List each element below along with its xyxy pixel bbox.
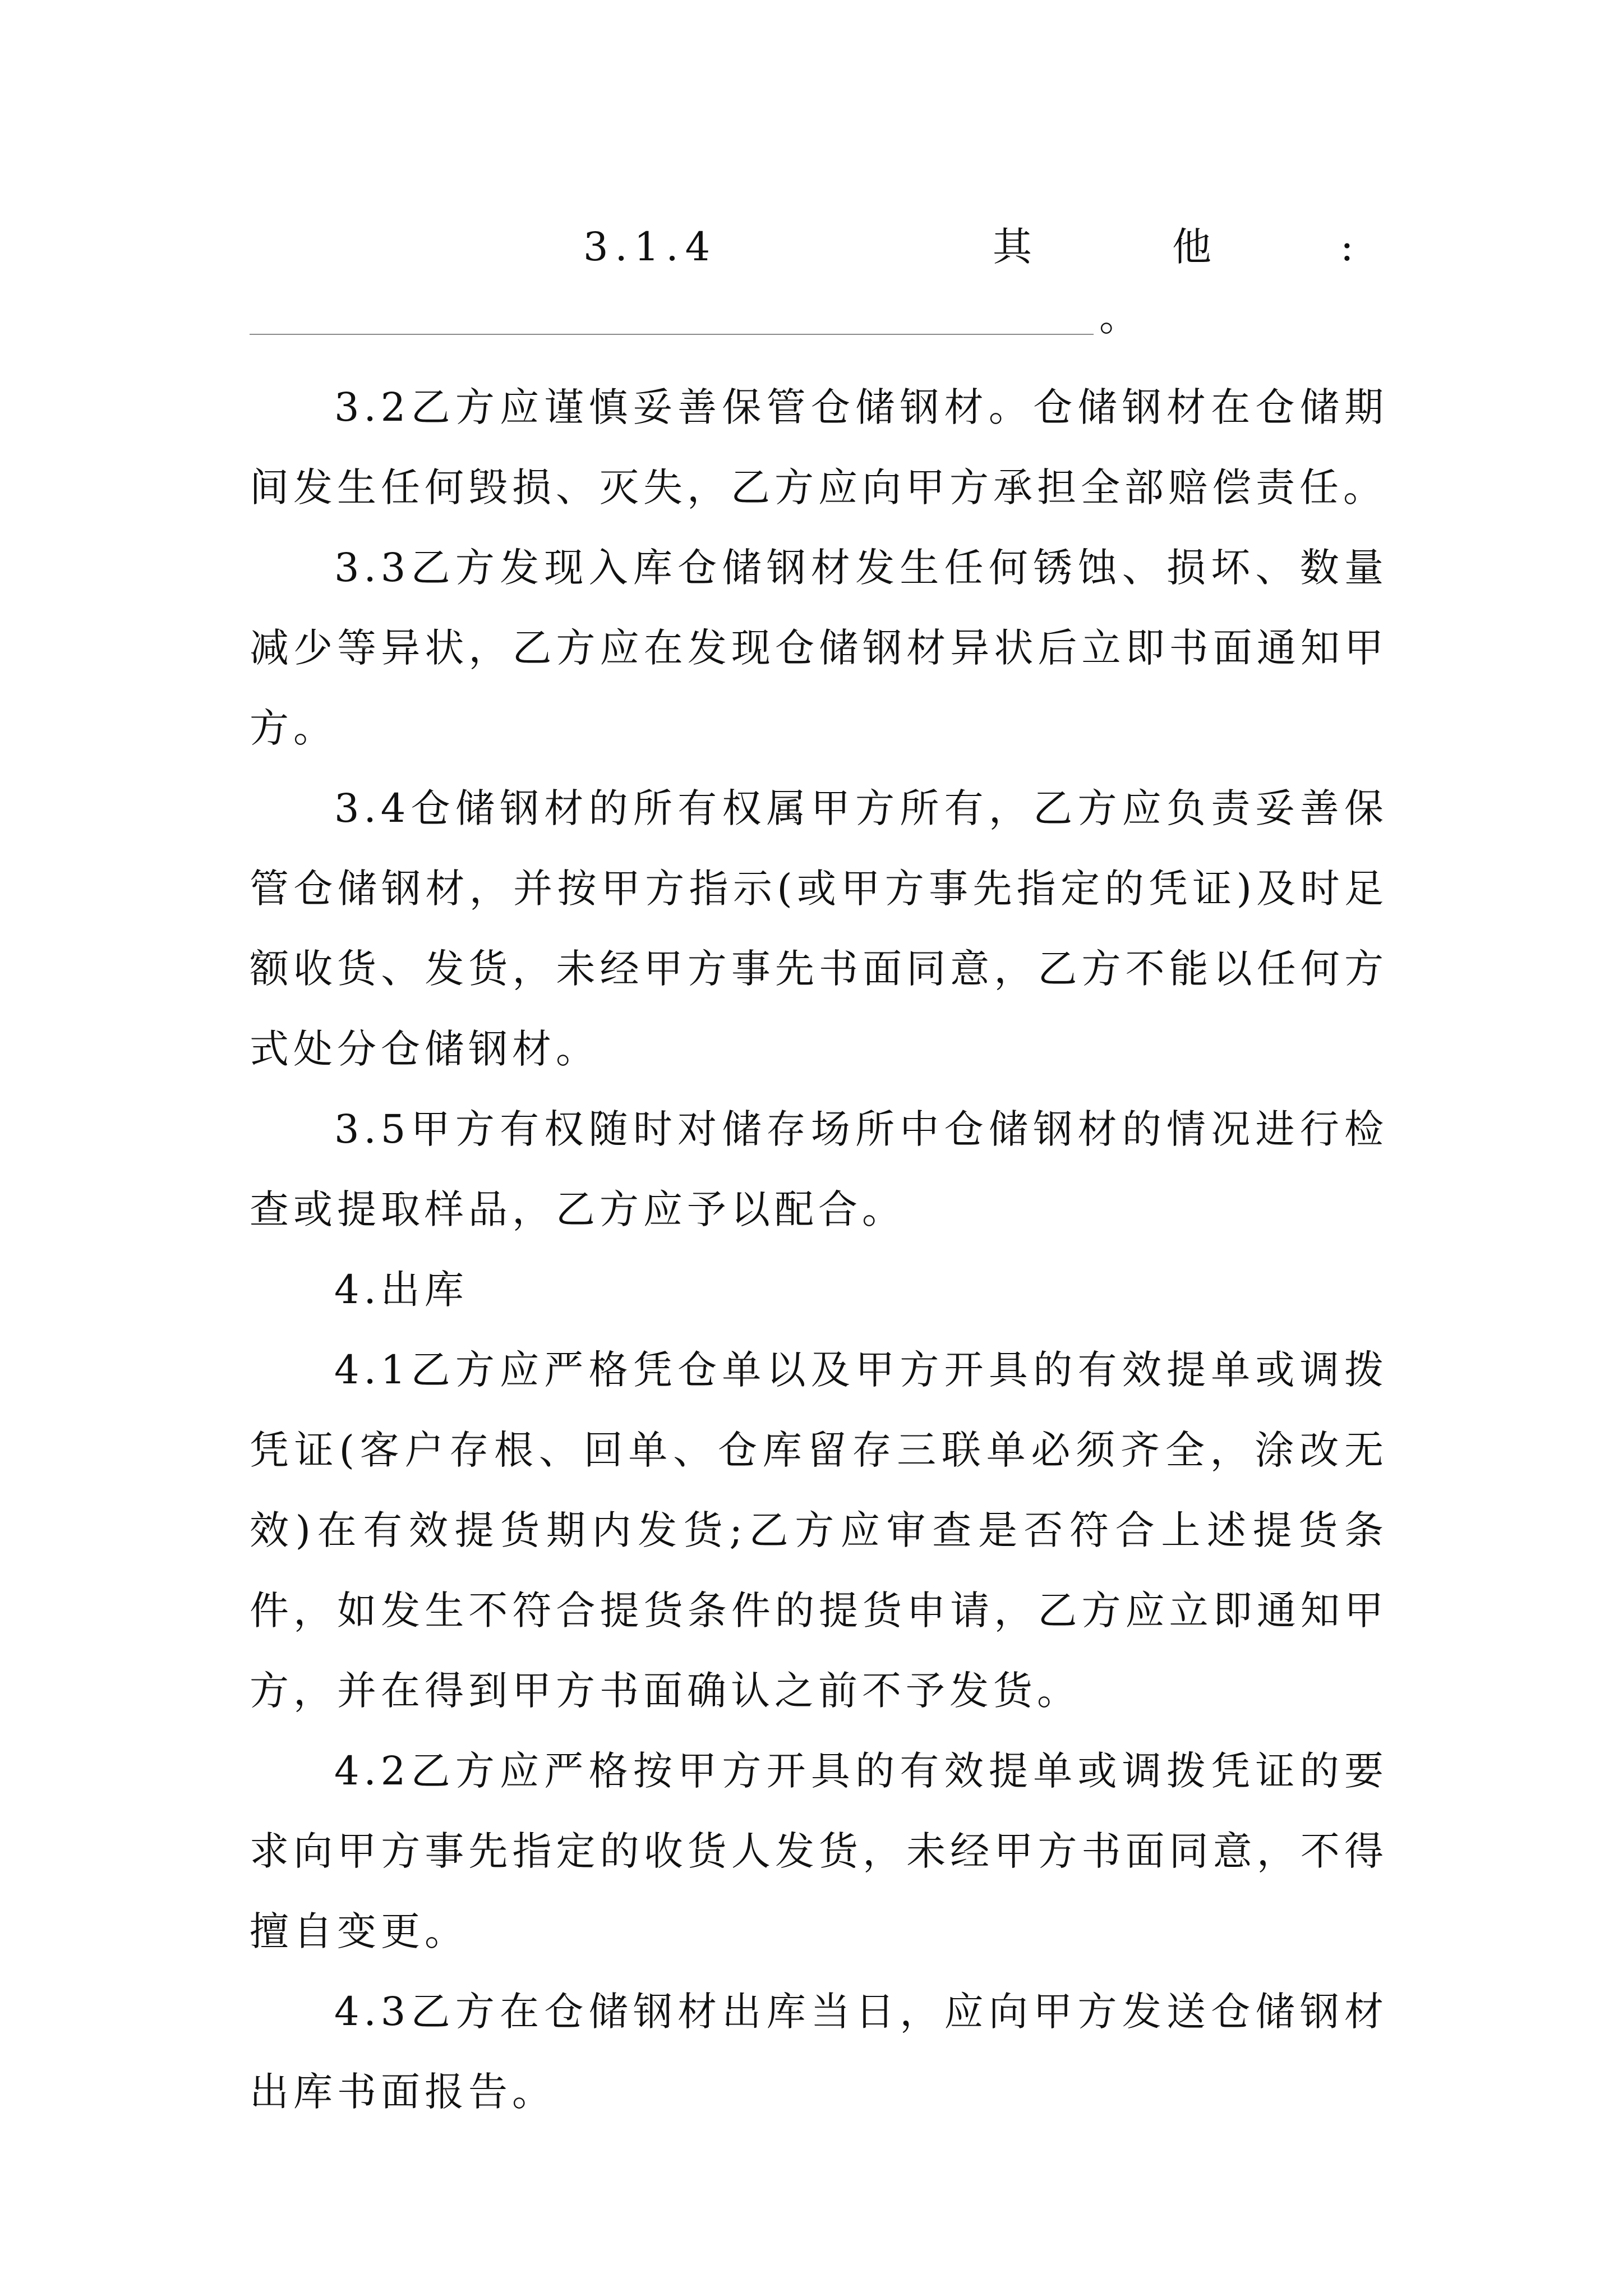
clause-3-1-4-heading xyxy=(583,210,1396,283)
paragraph-3-4: 3.4仓储钢材的所有权属甲方所有，乙方应负责妥善保管仓储钢材，并按甲方指示(或甲方事先指定的凭证)及时足额收货、发货，未经甲方事先书面同意，乙方不能以任何方式处分仓储钢材。 xyxy=(250,785,1388,1072)
clause-colon: : xyxy=(1340,224,1354,270)
blank-terminal-period: 。 xyxy=(1099,294,1138,340)
heading-4-outbound: 4.出库 xyxy=(334,1267,468,1313)
fill-in-blank-line xyxy=(250,334,1094,335)
paragraph-4-2: 4.2乙方应严格按甲方开具的有效提单或调拨凭证的要求向甲方事先指定的收货人发货，未经甲方书面同意，不得擅自变更。 xyxy=(250,1748,1388,1954)
clause-word-1: 其 xyxy=(993,224,1032,270)
paragraph-4-1: 4.1乙方应严格凭仓单以及甲方开具的有效提单或调拨凭证(客户存根、回单、仓库留存三联单必须齐全，涂改无效)在有效提货期内发货;乙方应审查是否符合上述提货条件，如发生不符合提货条件的提货申请，乙方应立即通知甲方，并在得到甲方书面确认之前不予发货。 xyxy=(250,1347,1388,1714)
clause-number: 3.1.4 xyxy=(583,224,717,270)
paragraph-3-3: 3.3乙方发现入库仓储钢材发生任何锈蚀、损坏、数量减少等异状，乙方应在发现仓储钢材异状后立即书面通知甲方。 xyxy=(250,545,1388,751)
paragraph-3-5: 3.5甲方有权随时对储存场所中仓储钢材的情况进行检查或提取样品，乙方应予以配合。 xyxy=(250,1106,1388,1232)
paragraph-3-2: 3.2乙方应谨慎妥善保管仓储钢材。仓储钢材在仓储期间发生任何毁损、灭失，乙方应向甲方承担全部赔偿责任。 xyxy=(250,384,1388,510)
document-body xyxy=(250,367,1388,2132)
paragraph-4-3: 4.3乙方在仓储钢材出库当日，应向甲方发送仓储钢材出库书面报告。 xyxy=(250,1989,1388,2115)
clause-word-2: 他 xyxy=(1172,224,1211,270)
